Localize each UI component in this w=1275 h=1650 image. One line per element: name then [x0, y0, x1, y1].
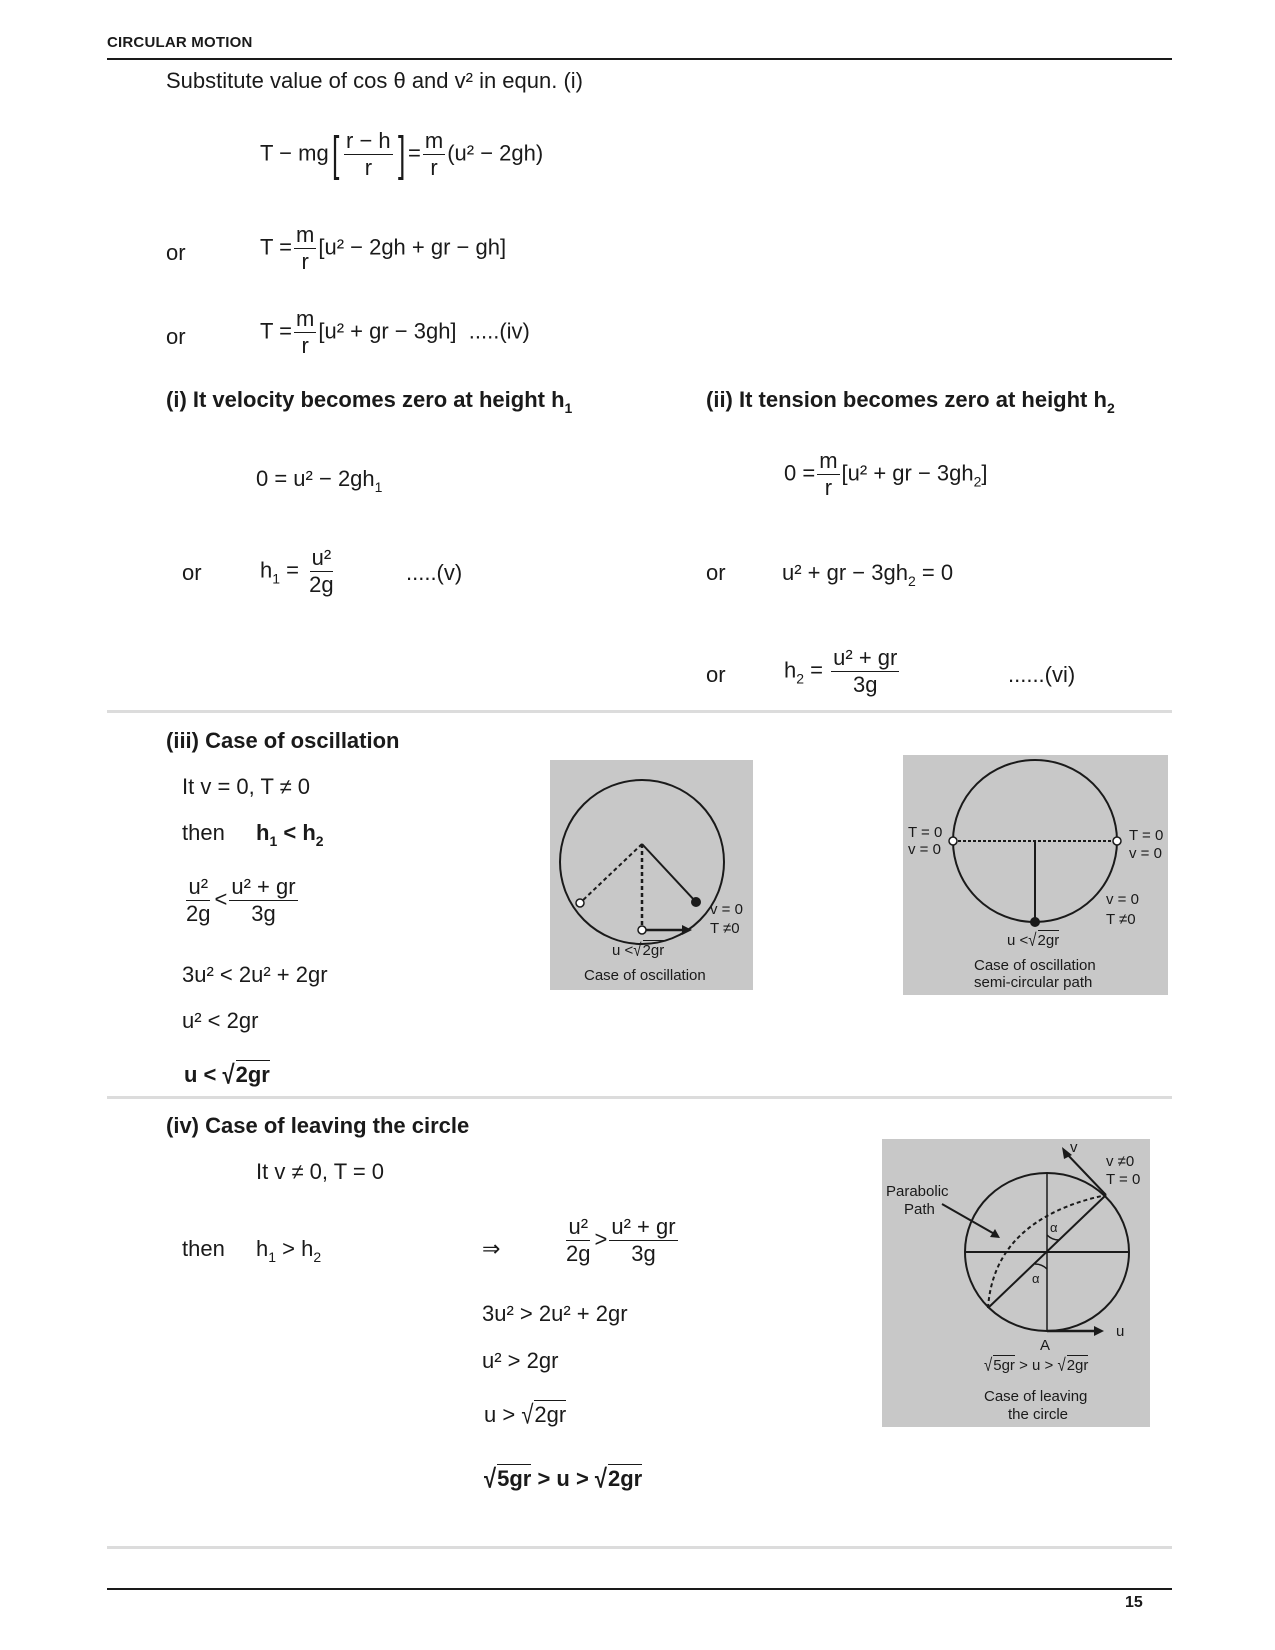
figure-oscillation: [550, 760, 753, 990]
fig2-caption-1: Case of oscillation: [974, 957, 1096, 974]
fig3-parabolic-label-1: Parabolic: [886, 1183, 949, 1200]
eq-term: 0 = u² − 2gh: [256, 466, 375, 491]
operator: <: [214, 886, 228, 912]
eq-term: h: [260, 557, 273, 583]
denominator: 2g: [566, 1241, 591, 1266]
case-iii-step2: u² < 2gr: [182, 1008, 259, 1033]
fig3-alpha-top: α: [1050, 1220, 1058, 1235]
fraction: [229, 874, 297, 927]
eq-term: [u² − 2gh + gr − gh]: [318, 234, 507, 260]
heading-text: (ii) It tension becomes zero at height h: [706, 387, 1107, 412]
eq-term: [u² + gr − 3gh]: [318, 318, 457, 344]
case-i-eq1: [256, 466, 382, 500]
arrow-head-icon: [990, 1229, 1000, 1238]
case-ii-eq-vi: [784, 645, 901, 698]
case-iii-result: [184, 1059, 270, 1090]
eq-term: h: [302, 820, 316, 845]
or-label: or: [706, 560, 726, 585]
case-iv-result: [484, 1463, 643, 1494]
then-label: then: [182, 820, 225, 845]
radical-sign: √: [484, 1463, 497, 1494]
radicand: 2gr: [235, 1062, 270, 1087]
then-label: then: [182, 1236, 225, 1261]
case-ii-eq2: [782, 560, 953, 594]
open-point: [949, 837, 957, 845]
pointer-line: [942, 1204, 998, 1236]
eq-term: 0 =: [784, 460, 816, 486]
denominator: r: [301, 249, 309, 274]
section-divider: [107, 1096, 1172, 1099]
sqrt: [222, 1059, 270, 1090]
or-label: or: [166, 324, 186, 349]
eq-term: (u² − 2gh): [447, 140, 544, 166]
fraction: [294, 222, 316, 275]
radicand: 2gr: [1037, 932, 1060, 949]
case-iv-relation: [256, 1236, 321, 1270]
numerator: r − h: [346, 128, 391, 153]
subscript: 1: [374, 479, 383, 495]
page-number: 15: [1125, 1594, 1143, 1611]
denominator: r: [364, 155, 373, 180]
implies-arrow: ⇒: [482, 1236, 501, 1261]
footer-rule: [107, 1588, 1172, 1590]
case-i-eq-v: [260, 545, 338, 598]
fig2-v-label: v = 0: [1106, 891, 1139, 908]
arrow-head-icon: [682, 925, 692, 935]
radicand: 2gr: [534, 1402, 567, 1427]
eq-term: ]: [981, 460, 988, 486]
equation-tag: .....(iv): [468, 318, 530, 344]
sqrt: [594, 1463, 643, 1494]
fraction: [564, 1214, 592, 1267]
fig3-t-label: T = 0: [1106, 1171, 1141, 1188]
radicand: 2gr: [1066, 1357, 1089, 1374]
case-iv-step2: u² > 2gr: [482, 1348, 559, 1373]
fig2-u-condition: [1007, 932, 1059, 949]
subscript: 1: [272, 570, 281, 587]
sqrt: [484, 1463, 532, 1494]
figure-leaving-circle: [882, 1139, 1150, 1427]
sqrt: [1028, 932, 1059, 949]
eq-term: T − mg: [260, 140, 329, 166]
eq-term: > u >: [1014, 1357, 1058, 1374]
fig1-u-condition: [612, 942, 664, 959]
radicand: 5gr: [497, 1466, 532, 1491]
fig2-right-t: T = 0: [1129, 827, 1164, 844]
denominator: 2g: [309, 572, 334, 597]
fig3-caption-2: the circle: [1008, 1406, 1069, 1423]
subscript: 2: [907, 573, 916, 589]
case-ii-heading: [706, 387, 1115, 421]
operator: >: [594, 1226, 608, 1252]
eq-term: T =: [260, 234, 293, 260]
radical-sign: √: [1028, 930, 1037, 951]
eq-term: h: [256, 1236, 269, 1261]
case-iv-condition: It v ≠ 0, T = 0: [256, 1159, 385, 1184]
case-iv-step3: [484, 1399, 567, 1430]
fig1-t-label: T ≠0: [710, 920, 740, 937]
case-iii-condition: It v = 0, T ≠ 0: [182, 774, 311, 799]
operator: <: [277, 820, 303, 845]
fig1-caption: Case of oscillation: [584, 967, 706, 984]
case-iii-heading: (iii) Case of oscillation: [166, 728, 400, 753]
eq-term: T =: [260, 318, 293, 344]
radical-sign: √: [1057, 1355, 1066, 1376]
subscript: 2: [1106, 400, 1115, 416]
case-iii-step1: 3u² < 2u² + 2gr: [182, 962, 328, 987]
case-iv-step1: 3u² > 2u² + 2gr: [482, 1301, 628, 1326]
running-header: CIRCULAR MOTION: [107, 34, 253, 51]
subscript: 2: [313, 1249, 322, 1265]
bob-point: [1030, 917, 1040, 927]
fraction: [184, 874, 212, 927]
subscript: 2: [315, 833, 324, 849]
section-divider: [107, 710, 1172, 713]
case-iii-relation: [256, 820, 324, 854]
numerator: u²: [188, 874, 209, 899]
equals: =: [810, 657, 824, 683]
fraction: [817, 448, 839, 501]
open-point: [576, 899, 584, 907]
string-line: [642, 844, 696, 902]
numerator: u² + gr: [833, 645, 898, 670]
eq-term: = 0: [915, 560, 954, 585]
eq-term: h: [256, 820, 270, 845]
fraction: [609, 1214, 677, 1267]
denominator: 2g: [186, 901, 211, 926]
fig3-v-arrow-label: v: [1070, 1139, 1078, 1156]
case-iv-heading: (iv) Case of leaving the circle: [166, 1113, 470, 1138]
numerator: m: [296, 306, 315, 331]
sqrt: [984, 1357, 1015, 1374]
sqrt: [521, 1399, 567, 1430]
fig3-u-label: u: [1116, 1323, 1125, 1340]
header-rule: [107, 58, 1172, 60]
denominator: 3g: [251, 901, 276, 926]
eq-term: u >: [484, 1402, 516, 1427]
equals: =: [286, 557, 300, 583]
fig2-t-label: T ≠0: [1106, 911, 1136, 928]
radical-sign: √: [521, 1399, 534, 1430]
fig1-v-label: v = 0: [710, 901, 743, 918]
radical-sign: √: [633, 940, 642, 961]
equation-2: [260, 222, 506, 275]
fig2-left-t: T = 0: [908, 824, 943, 841]
operator: >: [276, 1236, 302, 1261]
fig3-range: [984, 1357, 1088, 1374]
fig3-parabolic-label-2: Path: [904, 1201, 935, 1218]
bracket-left: [: [331, 127, 340, 181]
open-point: [1113, 837, 1121, 845]
bracket-right: ]: [397, 127, 406, 181]
open-point: [638, 926, 646, 934]
fig3-alpha-bottom: α: [1032, 1271, 1040, 1286]
eq-term: h: [784, 657, 797, 683]
fig3-v-label: v ≠0: [1106, 1153, 1135, 1170]
case-iv-inequality: [562, 1214, 680, 1267]
intro-text: Substitute value of cos θ and v² in equn. (i): [166, 68, 584, 93]
eq-term: u² + gr − 3gh: [782, 560, 908, 585]
numerator: u²: [311, 545, 332, 570]
numerator: u² + gr: [231, 874, 296, 899]
numerator: u²: [568, 1214, 589, 1239]
equation-1: [260, 128, 543, 181]
radicand: 2gr: [608, 1466, 643, 1491]
fig2-caption-2: semi-circular path: [974, 974, 1093, 991]
heading-text: (i) It velocity becomes zero at height h: [166, 387, 565, 412]
fraction: [294, 306, 316, 359]
radicand: 2gr: [642, 942, 665, 959]
or-label: or: [182, 560, 202, 585]
angle-arc: [1035, 1264, 1047, 1269]
numerator: m: [424, 128, 444, 153]
or-label: or: [706, 662, 726, 687]
subscript: 1: [268, 1249, 277, 1265]
or-label: or: [166, 240, 186, 265]
denominator: 3g: [853, 672, 878, 697]
radical-sign: √: [594, 1463, 607, 1494]
denominator: r: [824, 475, 833, 500]
fraction: [344, 128, 393, 181]
subscript: 1: [564, 400, 573, 416]
numerator: m: [296, 222, 315, 247]
fraction: [307, 545, 335, 598]
fig3-a-label: A: [1040, 1337, 1051, 1354]
case-iii-inequality: [182, 874, 300, 927]
case-i-heading: [166, 387, 572, 421]
bob-point: [691, 897, 701, 907]
eq-term: h: [301, 1236, 314, 1261]
fig2-left-v: v = 0: [908, 841, 941, 858]
radical-sign: √: [984, 1355, 993, 1376]
fig3-caption-1: Case of leaving: [984, 1388, 1088, 1405]
eq-term: > u >: [531, 1466, 595, 1491]
dashed-radius: [580, 844, 642, 903]
numerator: m: [819, 448, 838, 473]
denominator: 3g: [631, 1241, 656, 1266]
denominator: r: [430, 155, 438, 180]
numerator: u² + gr: [611, 1214, 676, 1239]
section-divider: [107, 1546, 1172, 1549]
sqrt: [633, 942, 664, 959]
equals: =: [408, 140, 421, 166]
eq-term: u <: [1007, 932, 1029, 949]
velocity-tangent: [1066, 1153, 1106, 1195]
equation-tag: ......(vi): [1008, 662, 1076, 687]
eq-term: u <: [184, 1062, 217, 1087]
case-ii-eq1: [784, 448, 988, 501]
sqrt: [1057, 1357, 1088, 1374]
eq-term: [u² + gr − 3gh: [841, 460, 974, 486]
fraction: [831, 645, 899, 698]
radicand: 5gr: [993, 1357, 1015, 1374]
figure-semicircular: [903, 755, 1168, 995]
fraction: [423, 128, 445, 181]
eq-term: u <: [612, 942, 634, 959]
fig2-right-v: v = 0: [1129, 845, 1162, 862]
equation-iv: [260, 306, 530, 359]
equation-tag: .....(v): [406, 560, 463, 585]
radical-sign: √: [222, 1059, 235, 1090]
denominator: r: [301, 333, 309, 358]
subscript: 2: [973, 473, 982, 490]
subscript: 2: [796, 670, 805, 687]
subscript: 1: [269, 833, 278, 849]
arrow-head-icon: [1094, 1326, 1104, 1336]
